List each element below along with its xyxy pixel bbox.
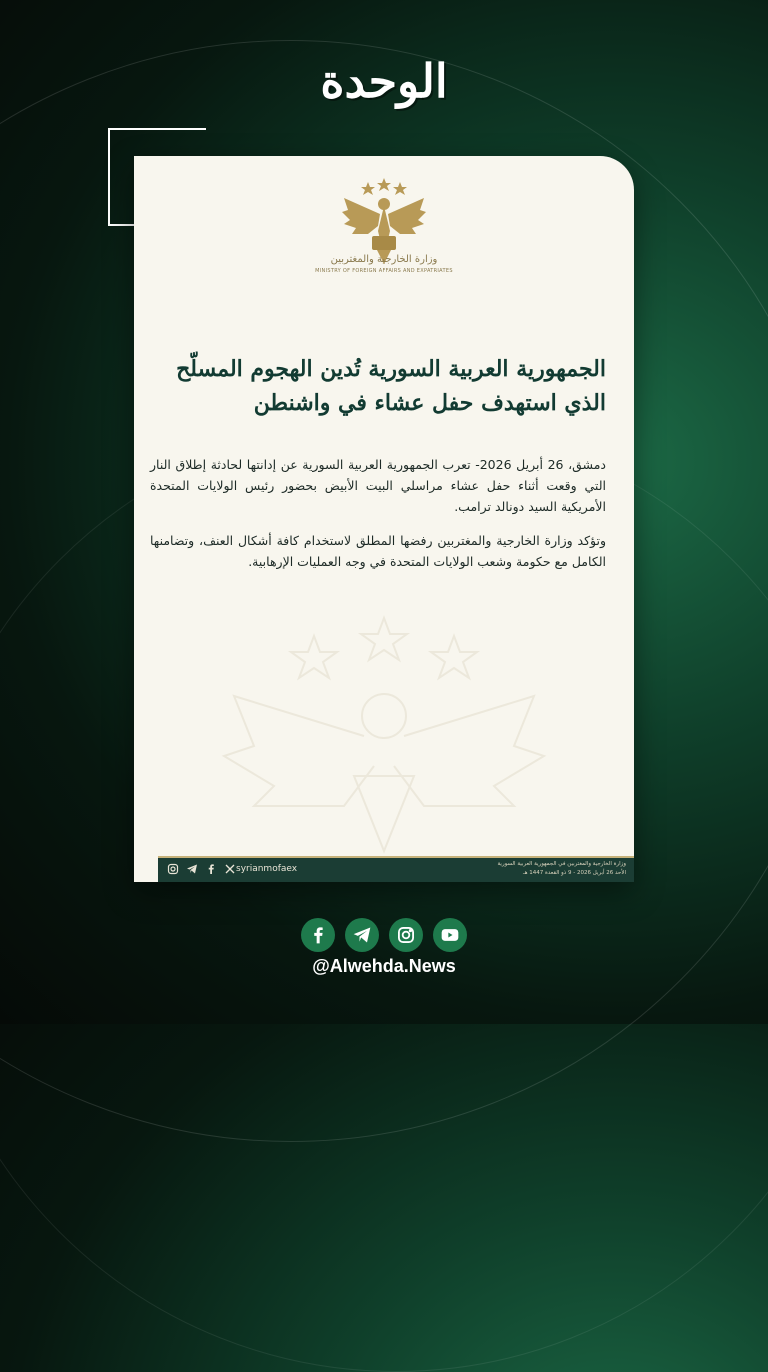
telegram-icon[interactable] — [185, 863, 199, 877]
headline — [146, 352, 606, 420]
card-footer — [158, 856, 634, 882]
site-handle[interactable]: @Alwehda.News — [312, 956, 456, 976]
footer-info — [446, 860, 626, 878]
telegram-icon — [352, 925, 372, 945]
statement-paragraph-2: وتؤكد وزارة الخارجية والمغتربين رفضها المطلق لاستخدام كافة أشكال العنف، وتضامنها الكامل مع حكومة وشعب الولايات المتحدة في وجه العمليات الإرهابية. — [150, 533, 606, 569]
eagle-watermark-icon — [194, 596, 574, 856]
footer-date-line: الأحد 26 أبريل 2026 - 9 ذو القعدة 1447 هـ — [522, 870, 626, 876]
eagle-emblem-icon — [334, 176, 434, 266]
headline-line-1: الجمهورية العربية السورية تُدين الهجوم المسلّح — [176, 356, 606, 382]
brand-logo: الوحدة — [320, 54, 448, 108]
statement-card — [134, 156, 634, 882]
ministry-name-english: MINISTRY OF FOREIGN AFFAIRS AND EXPATRIATES — [315, 268, 453, 274]
footer-ministry-line: وزارة الخارجية والمغتربين في الجمهورية العربية السورية — [497, 861, 626, 867]
ministry-name-arabic: وزارة الخارجية والمغتربين — [330, 254, 438, 265]
telegram-button[interactable] — [345, 918, 379, 952]
facebook-icon — [308, 925, 328, 945]
ministry-handle[interactable]: syrianmofaex — [236, 864, 298, 874]
instagram-icon — [396, 925, 416, 945]
youtube-icon — [440, 925, 460, 945]
social-links — [0, 918, 768, 952]
facebook-icon[interactable] — [204, 863, 218, 877]
facebook-button[interactable] — [301, 918, 335, 952]
headline-line-2: الذي استهدف حفل عشاء في واشنطن — [253, 390, 606, 416]
footer-social-icons — [166, 863, 237, 877]
instagram-button[interactable] — [389, 918, 423, 952]
statement-paragraph-1: دمشق، 26 أبريل 2026- تعرب الجمهورية العربية السورية عن إدانتها لحادثة إطلاق النار التي وقعت أثناء حفل عشاء مراسلي البيت الأبيض بحضور رئيس الولايات المتحدة الأمريكية السيد دونالد ترامب. — [150, 457, 606, 514]
instagram-icon[interactable] — [166, 863, 180, 877]
x-twitter-icon[interactable] — [223, 863, 237, 877]
youtube-button[interactable] — [433, 918, 467, 952]
